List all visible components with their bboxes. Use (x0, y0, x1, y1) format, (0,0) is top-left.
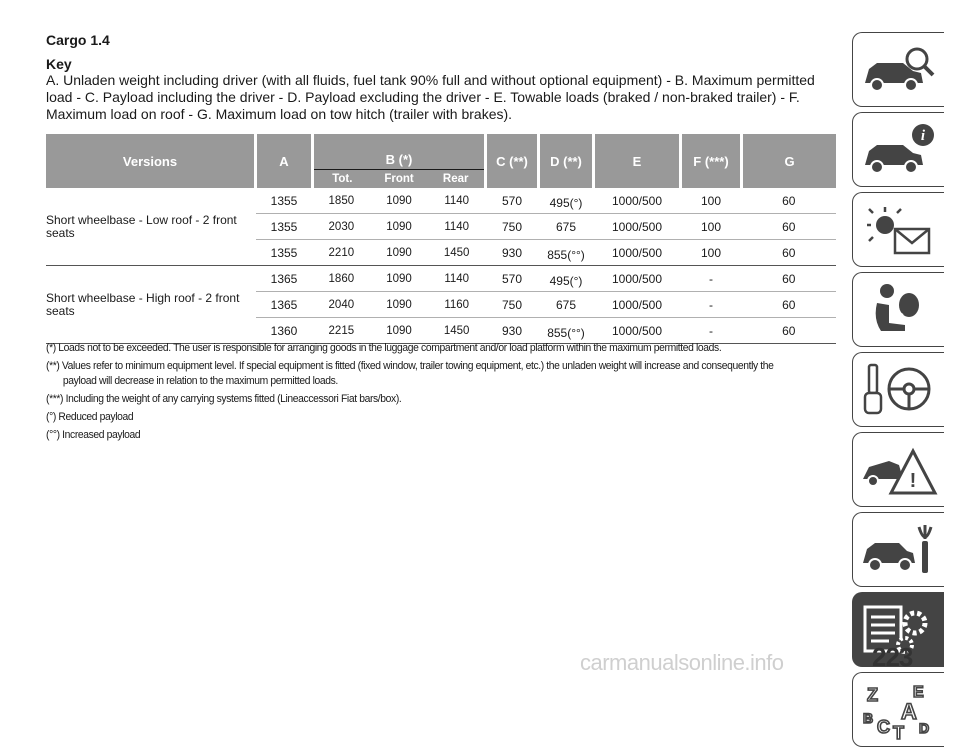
header-c: C (**) (486, 134, 539, 188)
index-letter: D (918, 719, 929, 736)
header-b-tot: Tot. (332, 173, 353, 185)
cell-a: 1355 (256, 240, 313, 266)
tab-index[interactable] (852, 672, 944, 747)
cell-g: 60 (742, 266, 837, 292)
tab-warning-lights[interactable] (852, 192, 944, 267)
cell-c: 570 (486, 188, 539, 214)
header-b-rear: Rear (442, 173, 469, 185)
cell-c: 570 (486, 266, 539, 292)
cell-d-value: 495(°) (549, 195, 583, 210)
cell-f: 100 (681, 214, 742, 240)
cell-c: 930 (486, 240, 539, 266)
car-info-icon (859, 119, 939, 181)
header-g: G (742, 134, 837, 188)
weights-table (46, 134, 836, 344)
tab-airbag-seat[interactable] (852, 272, 944, 347)
cell-d-value: 675 (555, 297, 577, 312)
svg-text:!: ! (909, 469, 916, 492)
watermark: carmanualsonline.info (580, 650, 784, 675)
cell-d-value: 855(°°) (547, 325, 585, 340)
index-letter: B (862, 709, 873, 726)
car-search-icon (859, 39, 939, 101)
tab-car-warning[interactable] (852, 432, 944, 507)
key-steering-wheel-icon (859, 359, 939, 421)
cell-b-rear: 1140 (444, 194, 470, 207)
car-warning-triangle-icon (859, 439, 939, 501)
page-heading: Cargo 1.4 (46, 32, 110, 48)
page-number: 223 (872, 642, 913, 672)
header-versions: Versions (46, 134, 256, 188)
airbag-seat-icon (859, 279, 939, 341)
footnote: (°) Reduced payload (46, 410, 134, 423)
tab-key-steering[interactable] (852, 352, 944, 427)
version-label: Short wheelbase - High roof - 2 front seats (46, 266, 256, 344)
tab-car-wrench[interactable] (852, 512, 944, 587)
cell-c: 750 (486, 292, 539, 318)
cell-c: 750 (486, 214, 539, 240)
cell-g: 60 (742, 188, 837, 214)
cell-b (313, 266, 486, 292)
cell-b-tot: 2040 (328, 298, 355, 311)
cell-b (313, 292, 486, 318)
svg-text:i: i (920, 127, 925, 144)
cell-b-tot: 2210 (328, 246, 355, 259)
cell-b-front: 1090 (386, 298, 412, 311)
header-f: F (***) (681, 134, 742, 188)
header-d: D (**) (539, 134, 594, 188)
index-letter: A (900, 698, 917, 724)
cell-d (539, 292, 594, 318)
tab-car-search[interactable] (852, 32, 944, 107)
cell-d (539, 266, 594, 292)
cell-d (539, 240, 594, 266)
version-label: Short wheelbase - Low roof - 2 front seats (46, 188, 256, 266)
cell-d (539, 188, 594, 214)
cell-b-front: 1090 (386, 220, 412, 233)
cell-b-front: 1090 (386, 272, 412, 285)
alphabetical-index-icon (859, 679, 939, 741)
index-letter: E (912, 683, 924, 701)
cell-f: 100 (681, 188, 742, 214)
header-b-title: B (*) (314, 134, 484, 170)
table-row (46, 188, 836, 214)
cell-b (313, 188, 486, 214)
footnote: (***) Including the weight of any carrying systems fitted (Lineaccessori Fiat bars/box). (46, 392, 402, 405)
cell-b-rear: 1160 (444, 298, 470, 311)
cell-b-tot: 2030 (328, 220, 355, 233)
cell-g: 60 (742, 240, 837, 266)
cell-b-rear: 1450 (443, 246, 470, 259)
cell-c: 930 (486, 318, 539, 344)
cell-a: 1355 (256, 188, 313, 214)
cell-f: - (681, 292, 742, 318)
footnote: (*) Loads not to be exceeded. The user is responsible for arranging goods in the luggage compartment and/or load platform within the maximum permitted loads. (46, 342, 722, 354)
cell-d-value: 495(°) (549, 273, 583, 288)
cell-b-tot: 2215 (328, 324, 355, 337)
footnote: (°°) Increased payload (46, 428, 141, 441)
cell-e: 1000/500 (594, 214, 681, 240)
footnotes (46, 341, 798, 446)
cell-b-rear: 1140 (444, 220, 470, 233)
cell-b-tot: 1850 (328, 194, 355, 207)
warning-lights-icon (859, 199, 939, 261)
cell-a: 1365 (256, 292, 313, 318)
header-b (313, 134, 486, 188)
cell-e: 1000/500 (594, 188, 681, 214)
cell-b (313, 318, 486, 344)
cell-d-value: 675 (555, 219, 577, 234)
header-b-front: Front (384, 173, 414, 185)
car-wrench-icon (859, 519, 939, 581)
cell-g: 60 (742, 214, 837, 240)
cell-f: 100 (681, 240, 742, 266)
cell-b-front: 1090 (386, 194, 412, 207)
cell-e: 1000/500 (594, 292, 681, 318)
cell-b-rear: 1450 (443, 324, 470, 337)
cell-e: 1000/500 (594, 240, 681, 266)
index-letter: C (876, 716, 890, 737)
cell-a: 1360 (256, 318, 313, 344)
header-a: A (256, 134, 313, 188)
cell-b-tot: 1860 (328, 272, 355, 285)
cell-b (313, 240, 486, 266)
header-e: E (594, 134, 681, 188)
cell-d-value: 855(°°) (547, 247, 585, 262)
tab-car-info[interactable] (852, 112, 944, 187)
cell-d (539, 318, 594, 344)
cell-b-rear: 1140 (444, 272, 470, 285)
cell-e: 1000/500 (594, 318, 681, 344)
index-letter: Z (866, 684, 878, 705)
cell-f: - (681, 266, 742, 292)
cell-b-front: 1090 (386, 246, 412, 259)
footnote: (**) Values refer to minimum equipment level. If special equipment is fitted (fixed window, trailer towing equipment, etc.) the unladen weight will increase and consequently the payload will decrease in relation to the maximum permitted loads. (46, 360, 774, 387)
cell-g: 60 (742, 318, 837, 344)
cell-a: 1365 (256, 266, 313, 292)
cell-f: - (681, 318, 742, 344)
cell-b-front: 1090 (386, 324, 412, 337)
cell-d (539, 214, 594, 240)
key-text: A. Unladen weight including driver (with all fluids, fuel tank 90% full and without optional equipment) - B. Maximum permitted load - C. Payload including the driver - D. Payload excluding the driver - E. Towable loads (braked / non-braked trailer) - F. Maximum load on roof - G. Maximum load on tow hitch (trailer with brakes). (46, 72, 815, 122)
cell-g: 60 (742, 292, 837, 318)
key-title: Key (46, 56, 72, 72)
table-row (46, 266, 836, 292)
index-letter: T (892, 722, 904, 741)
cell-a: 1355 (256, 214, 313, 240)
cell-b (313, 214, 486, 240)
cell-e: 1000/500 (594, 266, 681, 292)
